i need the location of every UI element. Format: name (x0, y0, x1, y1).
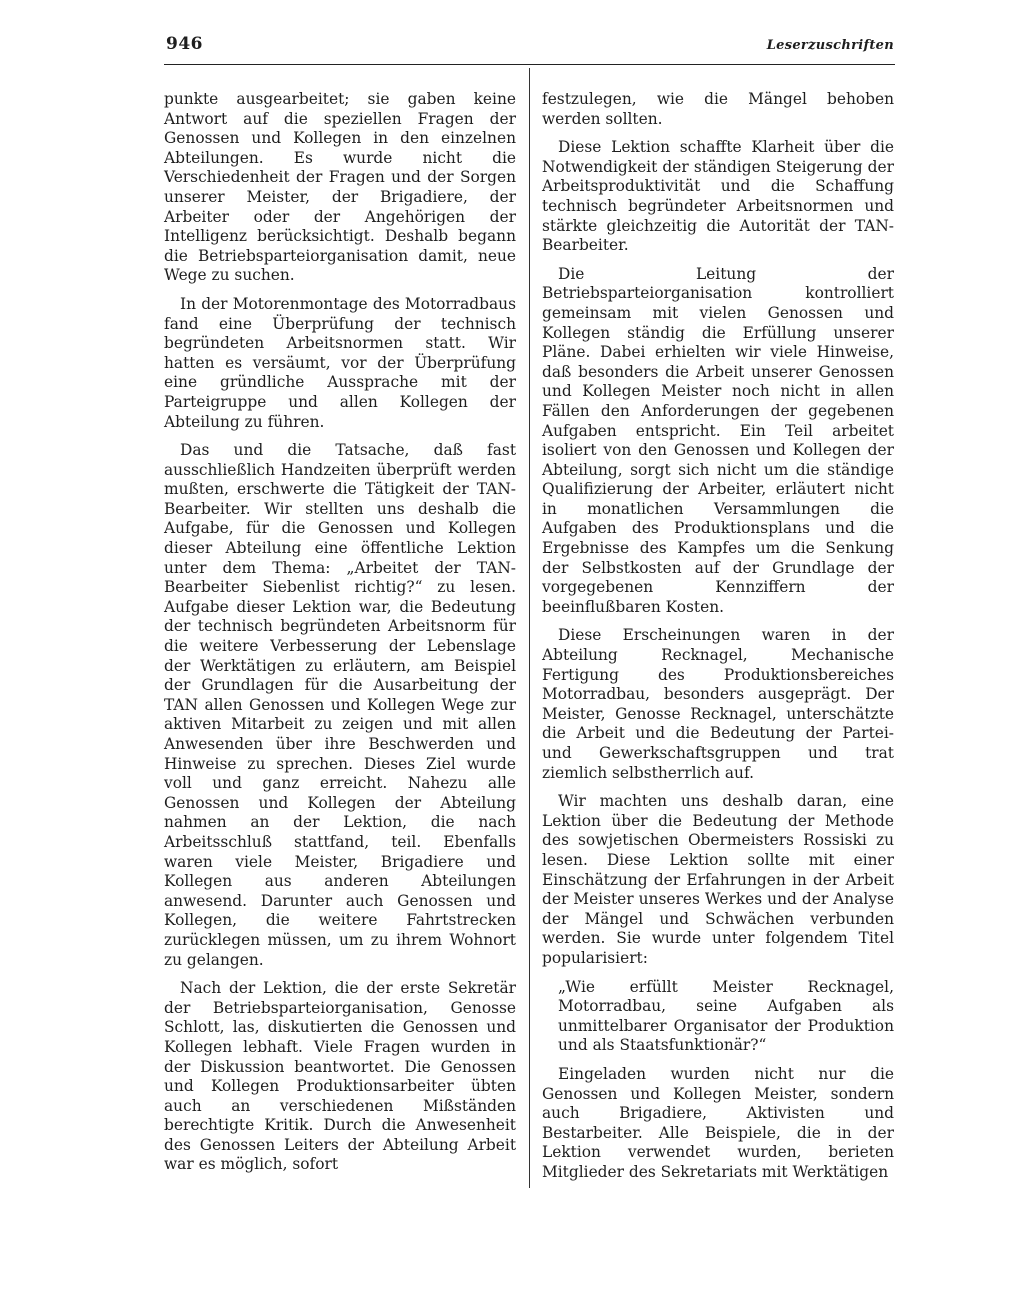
column-divider (529, 68, 530, 1188)
page-number: 946 (166, 34, 203, 54)
left-column (164, 90, 516, 1184)
paragraph: In der Motorenmontage des Motorradbaus fand eine Überprüfung der technisch begründeten Arbeitsnormen statt. Wir hatten es versäumt, vor der Überprüfung eine gründliche Aussprache mit der Parteigruppe und allen Kollegen der Abteilung zu führen. (164, 294, 516, 431)
paragraph: Diese Lektion schaffte Klarheit über die Notwendigkeit der ständigen Steigerung der Arbeitsproduktivität und die Schaffung technisch begründeter Arbeitsnormen und stärkte gleichzeitig die Autorität der TAN-Bearbeiter. (542, 138, 894, 255)
paragraph: Wir machten uns deshalb daran, eine Lektion über die Bedeutung der Methode des sowjetischen Obermeisters Rossiski zu lesen. Diese Lektion sollte mit einer Einschätzung der Erfahrungen in der Arbeit der Meister unseres Werkes und der Analyse der Mängel und Schwächen verbunden werden. Sie wurde unter folgendem Titel popularisiert: (542, 792, 894, 967)
paragraph: Die Leitung der Betriebsparteiorganisation kontrolliert gemeinsam mit vielen Genossen und Kollegen ständig die Erfüllung unserer Pläne. Dabei erhielten wir viele Hinweise, daß besonders die Arbeit unserer Genossen und Kollegen Meister noch nicht in allen Fällen den Anforderungen der gegebenen Aufgaben entspricht. Ein Teil arbeitet isoliert von den Genossen und Kollegen der Abteilung, sorgt sich nicht um die ständige Qualifizierung der Arbeiter, erläutert nicht in monatlichen Versammlungen die Aufgaben des Produktionsplans und die Ergebnisse des Kampfes um die Senkung der Selbstkosten auf der Grundlage der vorgegebenen Kennziffern der beeinflußbaren Kosten. (542, 264, 894, 616)
paragraph: festzulegen, wie die Mängel behoben werden sollten. (542, 90, 894, 128)
header-rule (164, 64, 895, 65)
quoted-title: „Wie erfüllt Meister Recknagel, Motorradbau, seine Aufgaben als unmittelbarer Organisator der Produktion und als Staatsfunktionär?“ (558, 977, 894, 1055)
paragraph: Nach der Lektion, die der erste Sekretär der Betriebsparteiorganisation, Genosse Schlott, las, diskutierten die Genossen und Kollegen lebhaft. Viele Fragen wurden in der Diskussion beantwortet. Die Genossen und Kollegen Produktionsarbeiter übten auch an verschiedenen Mißständen berechtigte Kritik. Durch die Anwesenheit des Genossen Leiters der Abteilung Arbeit war es möglich, sofort (164, 979, 516, 1174)
paragraph: Diese Erscheinungen waren in der Abteilung Recknagel, Mechanische Fertigung des Produktionsbereiches Motorradbau, besonders ausgeprägt. Der Meister, Genosse Recknagel, unterschätzte die Arbeit und die Bedeutung der Partei- und Gewerkschaftsgruppen und trat ziemlich selbstherrlich auf. (542, 626, 894, 782)
paragraph: Eingeladen wurden nicht nur die Genossen und Kollegen Meister, sondern auch Brigadiere, Aktivisten und Bestarbeiter. Alle Beispiele, die in der Lektion verwendet wurden, berieten Mitglieder des Sekretariats mit Werktätigen (542, 1064, 894, 1181)
right-column (542, 90, 894, 1191)
paragraph: punkte ausgearbeitet; sie gaben keine Antwort auf die speziellen Fragen der Genossen und Kollegen in den einzelnen Abteilungen. Es wurde nicht die Verschiedenheit der Fragen und der Sorgen unserer Meister, der Brigadiere, der Arbeiter oder der Angehörigen der Intelligenz berücksichtigt. Deshalb begann die Betriebsparteiorganisation damit, neue Wege zu suchen. (164, 90, 516, 285)
running-head: Leserzuschriften (766, 38, 894, 53)
paragraph: Das und die Tatsache, daß fast ausschließlich Handzeiten überprüft werden mußten, erschwerte die Tätigkeit der TAN-Bearbeiter. Wir stellten uns deshalb die Aufgabe, für die Genossen und Kollegen dieser Abteilung eine öffentliche Lektion unter dem Thema: „Arbeitet der TAN-Bearbeiter Siebenlist richtig?“ zu lesen. Aufgabe dieser Lektion war, die Bedeutung der technisch begründeten Arbeitsnorm für die weitere Verbesserung der Lebenslage der Werktätigen zu erläutern, am Beispiel der Grundlagen für die Ausarbeitung der TAN allen Genossen und Kollegen Wege zur aktiven Mitarbeit zu zeigen und mit allen Anwesenden über ihre Beschwerden und Hinweise zu sprechen. Dieses Ziel wurde voll und ganz erreicht. Nahezu alle Genossen und Kollegen der Abteilung nahmen an der Lektion, die nach Arbeitsschluß stattfand, teil. Ebenfalls waren viele Meister, Brigadiere und Kollegen aus anderen Abteilungen anwesend. Darunter auch Genossen und Kollegen, die weitere Fahrtstrecken zurücklegen müssen, um zu ihrem Wohnort zu gelangen. (164, 441, 516, 969)
